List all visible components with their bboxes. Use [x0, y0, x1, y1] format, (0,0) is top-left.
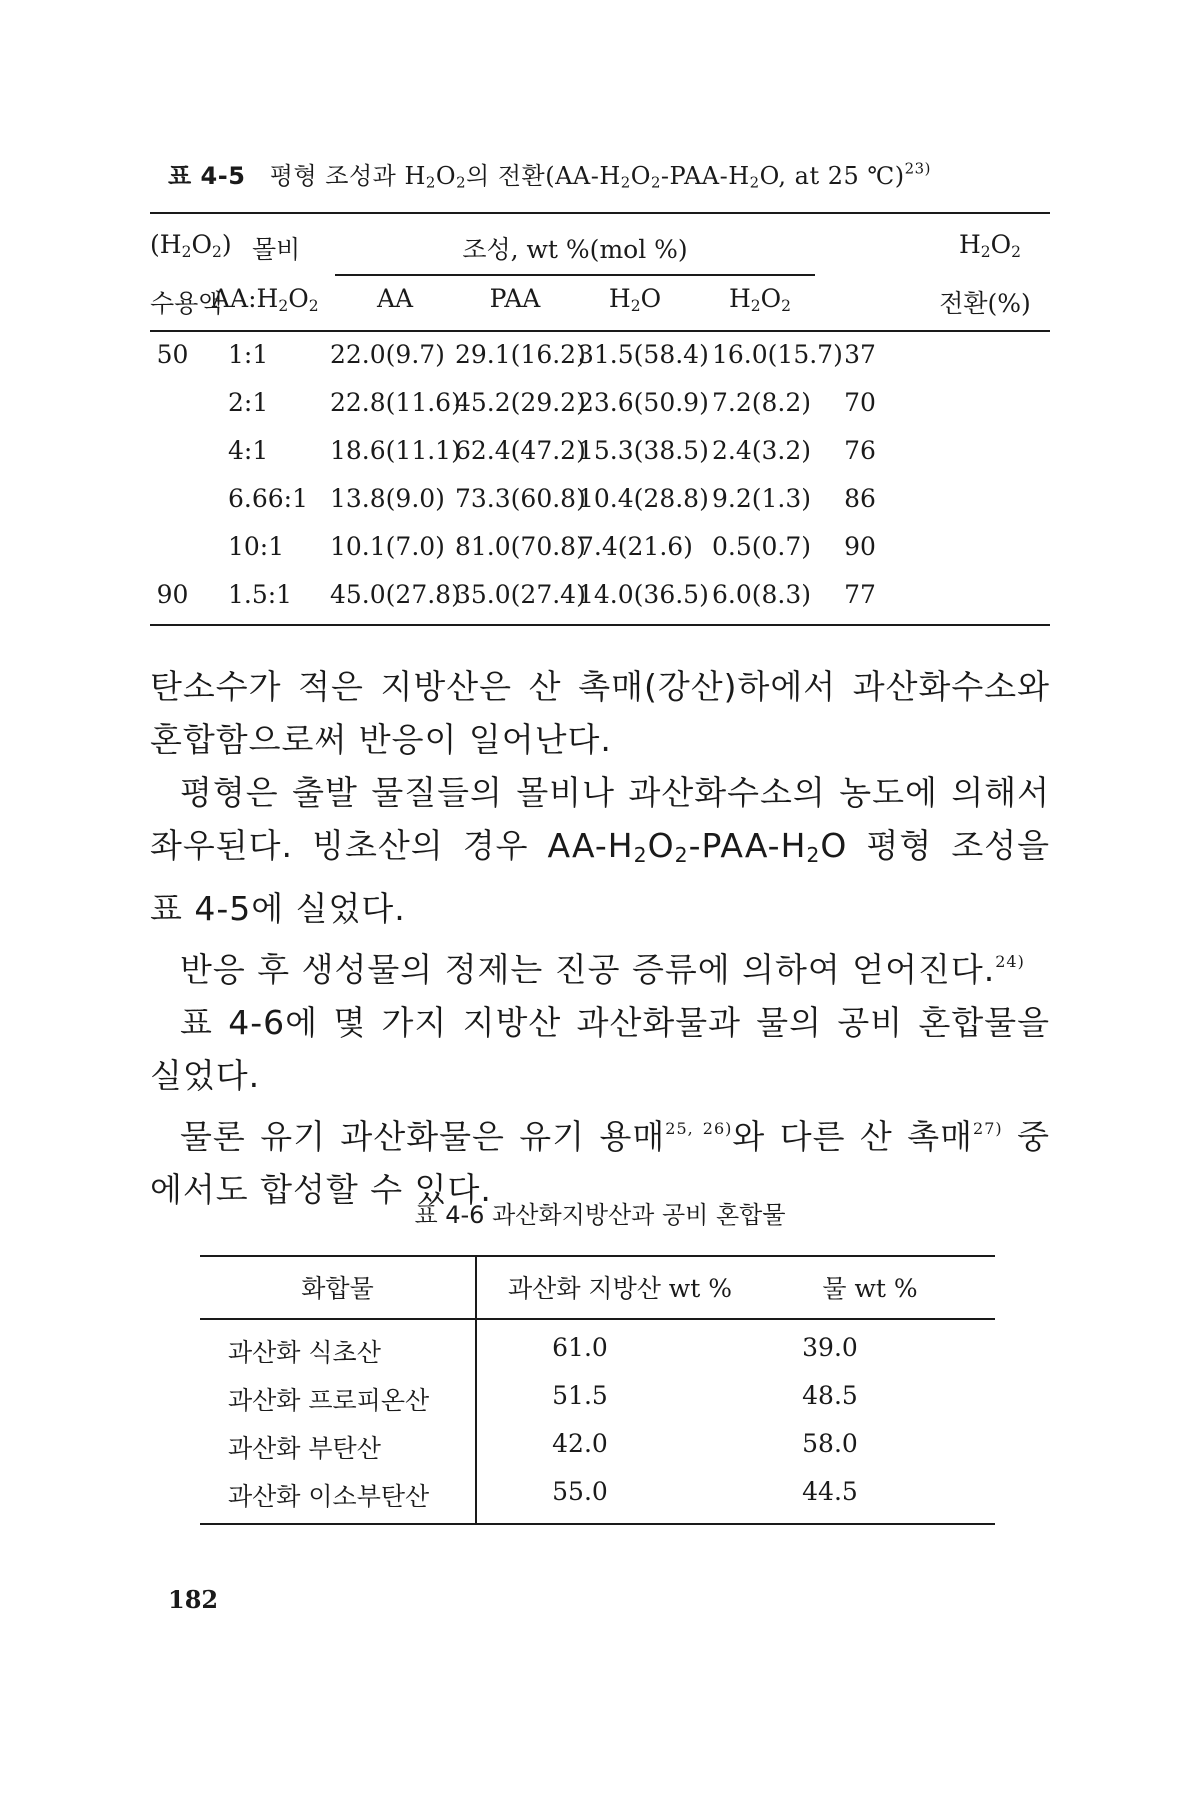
cell-aa: 22.8(11.6): [330, 388, 461, 417]
cell-aa: 10.1(7.0): [330, 532, 445, 561]
cell-water: 39.0: [802, 1333, 858, 1362]
header-h2o: $H_2O$: [608, 284, 662, 315]
table-top-rule: [200, 1255, 995, 1257]
cell-solution: 50: [156, 340, 189, 369]
cell-ratio: 6.66:1: [228, 484, 308, 513]
header-peracid: 과산화 지방산 wt %: [508, 1274, 732, 1303]
cell-ratio: 1:1: [228, 340, 269, 369]
header-bottom-rule: [200, 1318, 995, 1320]
header-water: 물 wt %: [822, 1274, 918, 1303]
reference-24: 24): [995, 952, 1025, 972]
cell-paa: 73.3(60.8): [455, 484, 586, 513]
header-ratio-bottom: $AA:H_2O_2$: [212, 284, 319, 315]
table-bottom-rule: [150, 624, 1050, 626]
table-row: [150, 388, 1050, 436]
paragraph-2: 평형은 출발 물질들의 몰비나 과산화수소의 농도에 의해서 좌우된다. 빙초산의 경우 $AA-H_2O_2-PAA-H_2O$ 평형 조성을 표 4-5에 실었다.: [150, 773, 1050, 929]
header-composition-span: 조성, wt %(mol %): [462, 235, 688, 264]
paragraph-5: 물론 유기 과산화물은 유기 용매$^{25, 26)}$와 다른 산 촉매$^{27)}$ 중에서도 합성할 수 있다.: [150, 1117, 1050, 1210]
table-row: [150, 580, 1050, 628]
paragraph-1: 탄소수가 적은 지방산은 산 촉매(강산)하에서 과산화수소와 혼합함으로써 반응이 일어난다.: [150, 667, 1050, 759]
table-top-rule: [150, 212, 1050, 214]
cell-paa: 29.1(16.2): [455, 340, 586, 369]
header-paa: PAA: [489, 284, 541, 313]
cell-paa: 81.0(70.8): [455, 532, 586, 561]
cell-peracid: 51.5: [552, 1381, 608, 1410]
cell-h2o: 7.4(21.6): [578, 532, 693, 561]
cell-conversion: 90: [844, 532, 876, 561]
table-bottom-rule: [200, 1523, 995, 1525]
cell-peracid: 55.0: [552, 1477, 608, 1506]
header-conversion-top: $H_2O_2$: [958, 230, 1022, 261]
cell-conversion: 77: [844, 580, 876, 609]
reference-25-26: 25, 26): [665, 1119, 733, 1139]
header-bottom-rule: [150, 330, 1050, 332]
cell-h2o2: 0.5(0.7): [712, 532, 812, 561]
cell-h2o2: 6.0(8.3): [712, 580, 812, 609]
cell-h2o2: 2.4(3.2): [712, 436, 812, 465]
header-solution-top: $(H_2O_2)$: [150, 230, 232, 261]
header-aa: AA: [376, 284, 414, 313]
cell-paa: 35.0(27.4): [455, 580, 586, 609]
cell-conversion: 37: [844, 340, 876, 369]
cell-aa: 22.0(9.7): [330, 340, 445, 369]
cell-compound: 과산화 부탄산: [228, 1434, 381, 1463]
paragraph-3: 반응 후 생성물의 정제는 진공 증류에 의하여 얻어진다.$^{24)}$: [180, 950, 1025, 990]
cell-compound: 과산화 식초산: [228, 1338, 381, 1367]
table-row: [150, 484, 1050, 532]
cell-compound: 과산화 이소부탄산: [228, 1482, 430, 1511]
paragraph-4: 표 4-6에 몇 가지 지방산 과산화물과 물의 공비 혼합물을 실었다.: [150, 1003, 1050, 1096]
table-row: [200, 1477, 995, 1525]
table-4-5-caption: [168, 156, 1068, 192]
table-row: [200, 1429, 995, 1477]
cell-h2o2: 16.0(15.7): [712, 340, 843, 369]
cell-h2o: 15.3(38.5): [578, 436, 709, 465]
cell-h2o: 10.4(28.8): [578, 484, 709, 513]
cell-aa: 45.0(27.8): [330, 580, 461, 609]
table-4-5-label: 표 4-5: [168, 162, 246, 190]
cell-conversion: 70: [844, 388, 876, 417]
table-4-6-caption: 표 4-6 과산화지방산과 공비 혼합물: [414, 1201, 786, 1229]
table-row: [150, 436, 1050, 484]
cell-water: 44.5: [802, 1477, 858, 1506]
table-row: [200, 1381, 995, 1429]
header-ratio-top: 몰비: [252, 235, 301, 264]
header-span-rule: [335, 274, 815, 276]
cell-ratio: 2:1: [228, 388, 269, 417]
table-row: [150, 532, 1050, 580]
table-row: [150, 340, 1050, 388]
cell-h2o2: 7.2(8.2): [712, 388, 812, 417]
table-4-6: [200, 1255, 995, 1525]
header-conversion-bottom: 전환(%): [939, 289, 1031, 318]
cell-water: 48.5: [802, 1381, 858, 1410]
cell-conversion: 76: [844, 436, 876, 465]
cell-h2o: 31.5(58.4): [578, 340, 709, 369]
cell-h2o2: 9.2(1.3): [712, 484, 812, 513]
page-number: 182: [168, 1585, 219, 1614]
cell-paa: 62.4(47.2): [455, 436, 586, 465]
cell-conversion: 86: [844, 484, 876, 513]
table-4-5-title: 평형 조성과 $H_2O_2$의 전환($AA-H_2O_2-PAA-H_2O$, at 25 ℃): [269, 162, 905, 192]
cell-ratio: 10:1: [228, 532, 285, 561]
cell-compound: 과산화 프로피온산: [228, 1386, 430, 1415]
header-compound: 화합물: [301, 1274, 374, 1303]
reference-27: 27): [973, 1119, 1003, 1139]
cell-h2o: 14.0(36.5): [578, 580, 709, 609]
cell-ratio: 1.5:1: [228, 580, 293, 609]
table-4-5: [150, 212, 1050, 632]
body-text: [150, 660, 1050, 1216]
header-h2o2: $H_2O_2$: [728, 284, 792, 315]
cell-h2o: 23.6(50.9): [578, 388, 709, 417]
table-4-5-reference: 23): [904, 159, 931, 178]
table-row: [200, 1333, 995, 1381]
cell-peracid: 61.0: [552, 1333, 608, 1362]
cell-solution: 90: [156, 580, 189, 609]
cell-aa: 13.8(9.0): [330, 484, 445, 513]
header-solution-bottom: 수용액: [150, 289, 223, 318]
cell-water: 58.0: [802, 1429, 858, 1458]
cell-peracid: 42.0: [552, 1429, 608, 1458]
cell-aa: 18.6(11.1): [330, 436, 461, 465]
cell-ratio: 4:1: [228, 436, 269, 465]
cell-paa: 45.2(29.2): [455, 388, 586, 417]
